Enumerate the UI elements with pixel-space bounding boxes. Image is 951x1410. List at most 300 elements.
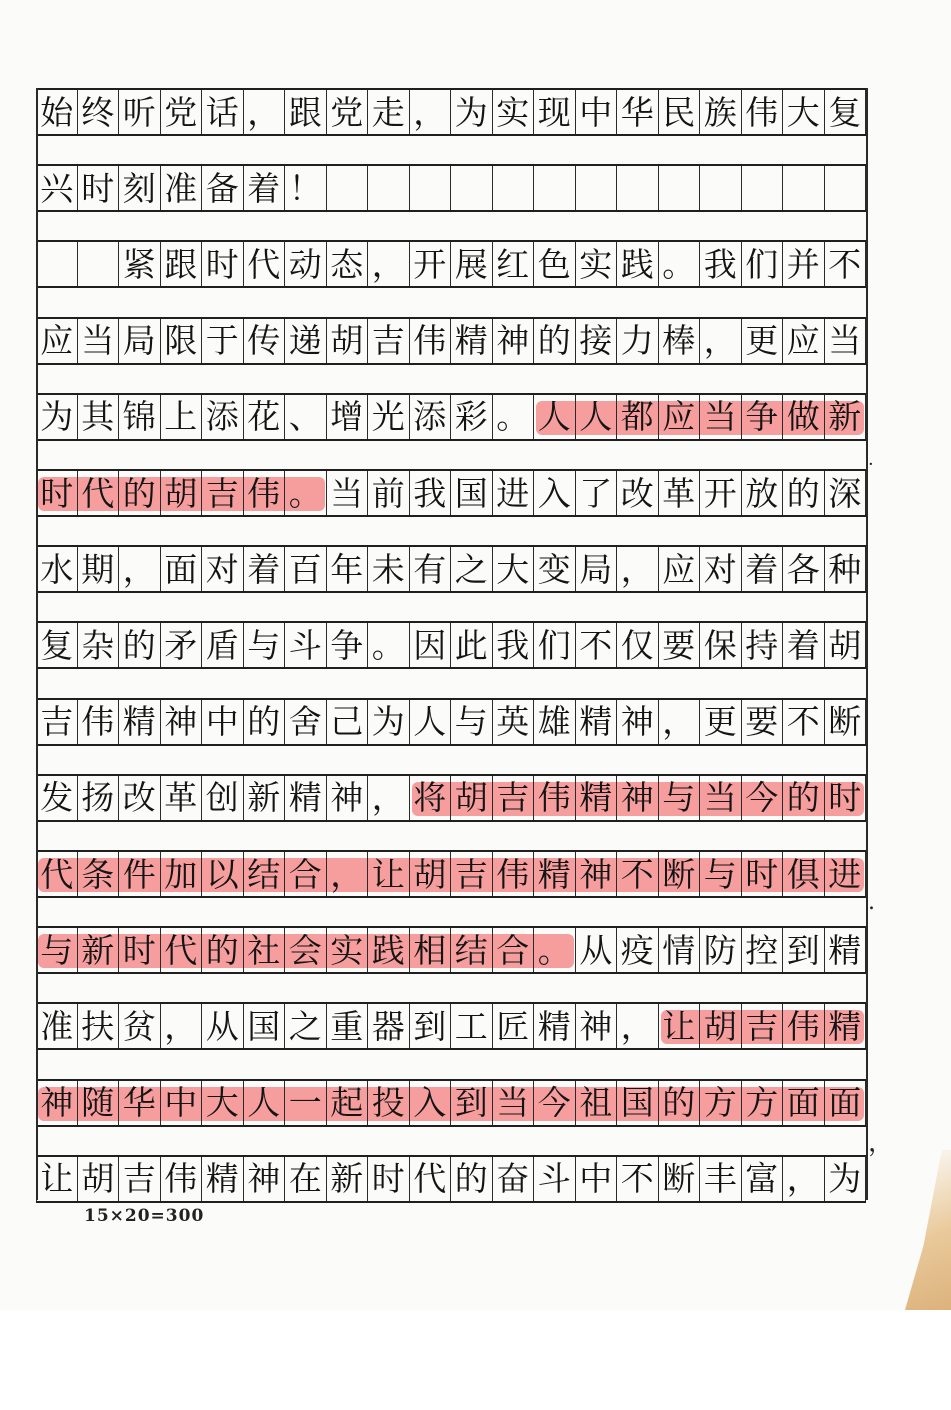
grid-cell: 棒 — [659, 319, 701, 363]
grid-cell: 。 — [659, 242, 701, 286]
grid-cell: 吉 — [36, 700, 78, 744]
grid-cell: 添 — [202, 395, 244, 439]
grid-cell: 与 — [451, 700, 493, 744]
grid-cell: 今 — [534, 1081, 576, 1125]
next-page-edge — [905, 1150, 951, 1310]
grid-cell: 伟 — [161, 1157, 203, 1201]
grid-cell: 中 — [161, 1081, 203, 1125]
grid-cell: 盾 — [202, 623, 244, 667]
grid-cell: 的 — [119, 623, 161, 667]
grid-cell: 因 — [410, 623, 452, 667]
grid-cell: 伟 — [534, 776, 576, 820]
grid-cell — [534, 166, 576, 210]
grid-cell: 胡 — [327, 319, 369, 363]
grid-cell: 会 — [285, 928, 327, 972]
grid-cell: 着 — [783, 623, 825, 667]
grid-cell: 准 — [36, 1004, 78, 1048]
grid-cell: 的 — [244, 700, 286, 744]
grid-cell: ， — [368, 776, 410, 820]
grid-cell: 让 — [36, 1157, 78, 1201]
grid-cell: 以 — [202, 852, 244, 896]
grid-cell: 英 — [493, 700, 535, 744]
grid-cell: 华 — [617, 90, 659, 134]
grid-cell: 力 — [617, 319, 659, 363]
grid-cell: 斗 — [534, 1157, 576, 1201]
grid-cell: 递 — [285, 319, 327, 363]
grid-cell: 精 — [119, 700, 161, 744]
grid-cell: 着 — [742, 547, 784, 591]
grid-cell: 深 — [825, 471, 867, 515]
grid-cell: 人 — [410, 700, 452, 744]
grid-cell: 的 — [783, 471, 825, 515]
grid-cell: 今 — [742, 776, 784, 820]
grid-cell: 人 — [534, 395, 576, 439]
grid-left-border — [36, 88, 38, 1200]
grid-cell: 跟 — [285, 90, 327, 134]
grid-cell: ， — [244, 90, 286, 134]
grid-cell: 器 — [368, 1004, 410, 1048]
grid-cell: 随 — [78, 1081, 120, 1125]
grid-cell: 前 — [368, 471, 410, 515]
grid-cell: 吉 — [451, 852, 493, 896]
grid-cell: 入 — [410, 1081, 452, 1125]
grid-cell: 伟 — [244, 471, 286, 515]
grid-cell: ， — [617, 547, 659, 591]
grid-cell: 保 — [700, 623, 742, 667]
grid-cell: ， — [410, 90, 452, 134]
grid-cell: 红 — [493, 242, 535, 286]
grid-cell: 当 — [493, 1081, 535, 1125]
grid-row-15 — [36, 1155, 866, 1203]
grid-cell: 争 — [742, 395, 784, 439]
grid-cell: 备 — [202, 166, 244, 210]
grid-cell: 条 — [78, 852, 120, 896]
grid-cell: 贫 — [119, 1004, 161, 1048]
grid-cell: 精 — [451, 319, 493, 363]
grid-cell: 革 — [659, 471, 701, 515]
grid-row-3 — [36, 240, 866, 288]
grid-cell — [368, 166, 410, 210]
grid-cell: 改 — [617, 471, 659, 515]
grid-cell: 实 — [576, 242, 618, 286]
grid-cell: 杂 — [78, 623, 120, 667]
grid-cell: 控 — [742, 928, 784, 972]
grid-cell: 俱 — [783, 852, 825, 896]
grid-cell: 开 — [410, 242, 452, 286]
grid-row-14 — [36, 1079, 866, 1127]
grid-cell: 应 — [36, 319, 78, 363]
grid-cell: 年 — [327, 547, 369, 591]
grid-cell: 了 — [576, 471, 618, 515]
grid-cell: 持 — [742, 623, 784, 667]
grid-cell: 人 — [576, 395, 618, 439]
grid-cell: 我 — [700, 242, 742, 286]
grid-cell: 变 — [534, 547, 576, 591]
grid-cell: 听 — [119, 90, 161, 134]
grid-cell: 光 — [368, 395, 410, 439]
grid-cell: 各 — [783, 547, 825, 591]
grid-cell: 断 — [825, 700, 867, 744]
grid-cell: 奋 — [493, 1157, 535, 1201]
grid-cell — [36, 242, 78, 286]
grid-cell: 精 — [825, 928, 867, 972]
grid-cell: 的 — [451, 1157, 493, 1201]
grid-cell: 应 — [783, 319, 825, 363]
grid-cell: 我 — [493, 623, 535, 667]
grid-cell: 富 — [742, 1157, 784, 1201]
grid-cell: 为 — [368, 700, 410, 744]
grid-cell: 件 — [119, 852, 161, 896]
grid-cell: 国 — [617, 1081, 659, 1125]
grid-cell: 在 — [285, 1157, 327, 1201]
grid-cell — [493, 166, 535, 210]
grid-cell — [742, 166, 784, 210]
grid-cell: 时 — [825, 776, 867, 820]
grid-cell: 的 — [659, 1081, 701, 1125]
grid-cell: 时 — [78, 166, 120, 210]
grid-cell: 相 — [410, 928, 452, 972]
grid-cell: 不 — [825, 242, 867, 286]
grid-right-border — [866, 88, 868, 1200]
grid-cell: 为 — [36, 395, 78, 439]
grid-cell: 当 — [700, 776, 742, 820]
grid-cell: 防 — [700, 928, 742, 972]
grid-cell: 精 — [576, 700, 618, 744]
grid-cell: 接 — [576, 319, 618, 363]
grid-cell: 大 — [783, 90, 825, 134]
grid-cell: 代 — [244, 242, 286, 286]
grid-cell: 合 — [493, 928, 535, 972]
grid-cell: 并 — [783, 242, 825, 286]
grid-cell: 更 — [700, 700, 742, 744]
grid-cell — [825, 166, 867, 210]
grid-row-6 — [36, 469, 866, 517]
grid-cell: 族 — [700, 90, 742, 134]
grid-row-8 — [36, 621, 866, 669]
grid-cell — [451, 166, 493, 210]
grid-row-9 — [36, 698, 866, 746]
grid-cell: 时 — [742, 852, 784, 896]
grid-cell: 方 — [742, 1081, 784, 1125]
grid-cell: 吉 — [742, 1004, 784, 1048]
grid-cell: 当 — [825, 319, 867, 363]
grid-cell: 精 — [202, 1157, 244, 1201]
grid-cell: 神 — [36, 1081, 78, 1125]
grid-cell: 创 — [202, 776, 244, 820]
grid-cell: 方 — [700, 1081, 742, 1125]
grid-cell: 种 — [825, 547, 867, 591]
grid-cell: 将 — [410, 776, 452, 820]
grid-cell: 复 — [825, 90, 867, 134]
grid-cell: 国 — [244, 1004, 286, 1048]
grid-cell: 神 — [617, 700, 659, 744]
grid-cell: 入 — [534, 471, 576, 515]
grid-cell: 锦 — [119, 395, 161, 439]
grid-cell: 扶 — [78, 1004, 120, 1048]
grid-cell: 水 — [36, 547, 78, 591]
grid-cell: 起 — [327, 1081, 369, 1125]
grid-cell: 祖 — [576, 1081, 618, 1125]
grid-cell: 新 — [327, 1157, 369, 1201]
grid-cell: 伟 — [493, 852, 535, 896]
grid-cell: 时 — [202, 242, 244, 286]
grid-cell: 当 — [327, 471, 369, 515]
grid-cell: 时 — [119, 928, 161, 972]
grid-cell: 国 — [451, 471, 493, 515]
grid-cell: 我 — [410, 471, 452, 515]
grid-cell: 精 — [825, 1004, 867, 1048]
grid-cell: 己 — [327, 700, 369, 744]
grid-cell: 与 — [244, 623, 286, 667]
grid-cell: ， — [617, 1004, 659, 1048]
grid-cell: 精 — [534, 852, 576, 896]
grid-cell: 于 — [202, 319, 244, 363]
grid-cell: 进 — [825, 852, 867, 896]
grid-row-5 — [36, 393, 866, 441]
grid-cell: 传 — [244, 319, 286, 363]
grid-cell: 神 — [493, 319, 535, 363]
grid-cell: 精 — [576, 776, 618, 820]
grid-cell: 与 — [36, 928, 78, 972]
grid-cell: 中 — [576, 90, 618, 134]
grid-cell: 动 — [285, 242, 327, 286]
grid-row-13 — [36, 1002, 866, 1050]
grid-cell: 话 — [202, 90, 244, 134]
margin-mark-line-5: · — [868, 454, 874, 475]
grid-cell: 发 — [36, 776, 78, 820]
grid-cell: 让 — [659, 1004, 701, 1048]
grid-cell: 神 — [576, 1004, 618, 1048]
grid-cell: 花 — [244, 395, 286, 439]
grid-cell: 代 — [78, 471, 120, 515]
grid-cell: 矛 — [161, 623, 203, 667]
grid-cell: 的 — [534, 319, 576, 363]
grid-cell: 与 — [700, 852, 742, 896]
grid-cell: 新 — [825, 395, 867, 439]
writing-grid — [36, 88, 866, 1200]
grid-cell: 断 — [659, 852, 701, 896]
grid-cell: 要 — [742, 700, 784, 744]
grid-cell: ， — [327, 852, 369, 896]
grid-cell: 限 — [161, 319, 203, 363]
grid-cell: 。 — [534, 928, 576, 972]
grid-cell: 为 — [451, 90, 493, 134]
grid-cell: 人 — [244, 1081, 286, 1125]
grid-row-2 — [36, 164, 866, 212]
grid-cell — [327, 166, 369, 210]
grid-cell: 面 — [161, 547, 203, 591]
grid-cell: 胡 — [410, 852, 452, 896]
grid-cell: 对 — [202, 547, 244, 591]
grid-cell: 加 — [161, 852, 203, 896]
grid-cell: 舍 — [285, 700, 327, 744]
grid-cell: 从 — [576, 928, 618, 972]
grid-cell: 彩 — [451, 395, 493, 439]
grid-cell: 胡 — [78, 1157, 120, 1201]
grid-cell: 重 — [327, 1004, 369, 1048]
grid-cell: 终 — [78, 90, 120, 134]
grid-cell: 华 — [119, 1081, 161, 1125]
grid-cell: 添 — [410, 395, 452, 439]
grid-cell: 当 — [78, 319, 120, 363]
grid-cell: 实 — [327, 928, 369, 972]
grid-cell: 到 — [783, 928, 825, 972]
grid-cell: 。 — [493, 395, 535, 439]
grid-cell: 实 — [493, 90, 535, 134]
grid-row-10 — [36, 774, 866, 822]
grid-cell: 断 — [659, 1157, 701, 1201]
grid-cell: ， — [783, 1157, 825, 1201]
grid-cell: 现 — [534, 90, 576, 134]
grid-cell: 神 — [161, 700, 203, 744]
grid-cell: 面 — [783, 1081, 825, 1125]
grid-cell: 疫 — [617, 928, 659, 972]
grid-cell: 。 — [368, 623, 410, 667]
grid-cell: 神 — [617, 776, 659, 820]
grid-cell: 复 — [36, 623, 78, 667]
grid-cell: 中 — [202, 700, 244, 744]
grid-cell: 代 — [410, 1157, 452, 1201]
grid-cell: 紧 — [119, 242, 161, 286]
grid-cell: 放 — [742, 471, 784, 515]
grid-row-4 — [36, 317, 866, 365]
grid-cell — [617, 166, 659, 210]
grid-cell: 更 — [742, 319, 784, 363]
grid-cell: ！ — [285, 166, 327, 210]
margin-mark-line-14: ， — [868, 1128, 895, 1158]
grid-cell: 不 — [617, 852, 659, 896]
grid-cell: 不 — [617, 1157, 659, 1201]
grid-cell: 们 — [534, 623, 576, 667]
grid-cell: 兴 — [36, 166, 78, 210]
grid-cell: ， — [700, 319, 742, 363]
grid-cell: 与 — [659, 776, 701, 820]
grid-cell — [783, 166, 825, 210]
grid-cell: 党 — [327, 90, 369, 134]
grid-cell: 吉 — [119, 1157, 161, 1201]
grid-cell: 投 — [368, 1081, 410, 1125]
grid-cell: 到 — [451, 1081, 493, 1125]
grid-cell: 吉 — [368, 319, 410, 363]
grid-cell: 展 — [451, 242, 493, 286]
grid-cell: 面 — [825, 1081, 867, 1125]
grid-cell: 刻 — [119, 166, 161, 210]
grid-cell: 走 — [368, 90, 410, 134]
grid-cell: 着 — [244, 166, 286, 210]
bottom-margin — [0, 1310, 951, 1410]
grid-cell: 到 — [410, 1004, 452, 1048]
grid-cell: 胡 — [700, 1004, 742, 1048]
grid-cell: ， — [161, 1004, 203, 1048]
grid-cell: 代 — [36, 852, 78, 896]
grid-cell: 时 — [368, 1157, 410, 1201]
grid-cell: 们 — [742, 242, 784, 286]
grid-cell: 不 — [576, 623, 618, 667]
grid-cell: 一 — [285, 1081, 327, 1125]
grid-cell: 进 — [493, 471, 535, 515]
grid-cell: 精 — [534, 1004, 576, 1048]
grid-cell: 践 — [617, 242, 659, 286]
grid-cell: 合 — [285, 852, 327, 896]
grid-cell: 革 — [161, 776, 203, 820]
grid-cell — [78, 242, 120, 286]
grid-cell: 着 — [244, 547, 286, 591]
grid-cell: 都 — [617, 395, 659, 439]
grid-cell: 胡 — [825, 623, 867, 667]
grid-cell: 民 — [659, 90, 701, 134]
grid-cell: 期 — [78, 547, 120, 591]
grid-cell: 。 — [285, 471, 327, 515]
grid-cell: 神 — [244, 1157, 286, 1201]
grid-cell: 未 — [368, 547, 410, 591]
grid-cell: 争 — [327, 623, 369, 667]
grid-cell: ， — [119, 547, 161, 591]
grid-cell: 神 — [576, 852, 618, 896]
grid-cell: 局 — [576, 547, 618, 591]
grid-cell: 色 — [534, 242, 576, 286]
grid-cell: 、 — [285, 395, 327, 439]
grid-cell: 工 — [451, 1004, 493, 1048]
grid-cell: 中 — [576, 1157, 618, 1201]
grid-cell: 上 — [161, 395, 203, 439]
grid-cell: 让 — [368, 852, 410, 896]
grid-cell: 为 — [825, 1157, 867, 1201]
grid-cell: 伟 — [410, 319, 452, 363]
grid-cell: 要 — [659, 623, 701, 667]
grid-cell: 情 — [659, 928, 701, 972]
grid-cell: 应 — [659, 547, 701, 591]
grid-cell: 的 — [202, 928, 244, 972]
grid-cell: 大 — [493, 547, 535, 591]
grid-cell: 伟 — [78, 700, 120, 744]
grid-cell: 准 — [161, 166, 203, 210]
grid-cell: 仅 — [617, 623, 659, 667]
grid-cell: 此 — [451, 623, 493, 667]
grid-cell: 应 — [659, 395, 701, 439]
grid-row-12 — [36, 926, 866, 974]
grid-cell: 结 — [244, 852, 286, 896]
grid-cell: 雄 — [534, 700, 576, 744]
grid-cell: 丰 — [700, 1157, 742, 1201]
grid-cell: 从 — [202, 1004, 244, 1048]
grid-cell: 大 — [202, 1081, 244, 1125]
grid-cell: 的 — [119, 471, 161, 515]
grid-cell: 不 — [783, 700, 825, 744]
grid-cell: 时 — [36, 471, 78, 515]
grid-cell: 始 — [36, 90, 78, 134]
grid-cell: 扬 — [78, 776, 120, 820]
grid-cell — [410, 166, 452, 210]
grid-cell — [700, 166, 742, 210]
grid-cell: 对 — [700, 547, 742, 591]
grid-cell: 新 — [244, 776, 286, 820]
grid-cell: 的 — [783, 776, 825, 820]
grid-row-1 — [36, 88, 866, 136]
margin-mark-line-11: . — [868, 890, 875, 915]
grid-cell: 改 — [119, 776, 161, 820]
grid-cell: 态 — [327, 242, 369, 286]
grid-cell: 新 — [78, 928, 120, 972]
grid-cell: 吉 — [493, 776, 535, 820]
grid-cell: 神 — [327, 776, 369, 820]
grid-cell: 社 — [244, 928, 286, 972]
grid-cell: 开 — [700, 471, 742, 515]
grid-cell: 跟 — [161, 242, 203, 286]
grid-cell — [576, 166, 618, 210]
grid-cell: 胡 — [451, 776, 493, 820]
grid-cell: 之 — [285, 1004, 327, 1048]
grid-cell: 百 — [285, 547, 327, 591]
